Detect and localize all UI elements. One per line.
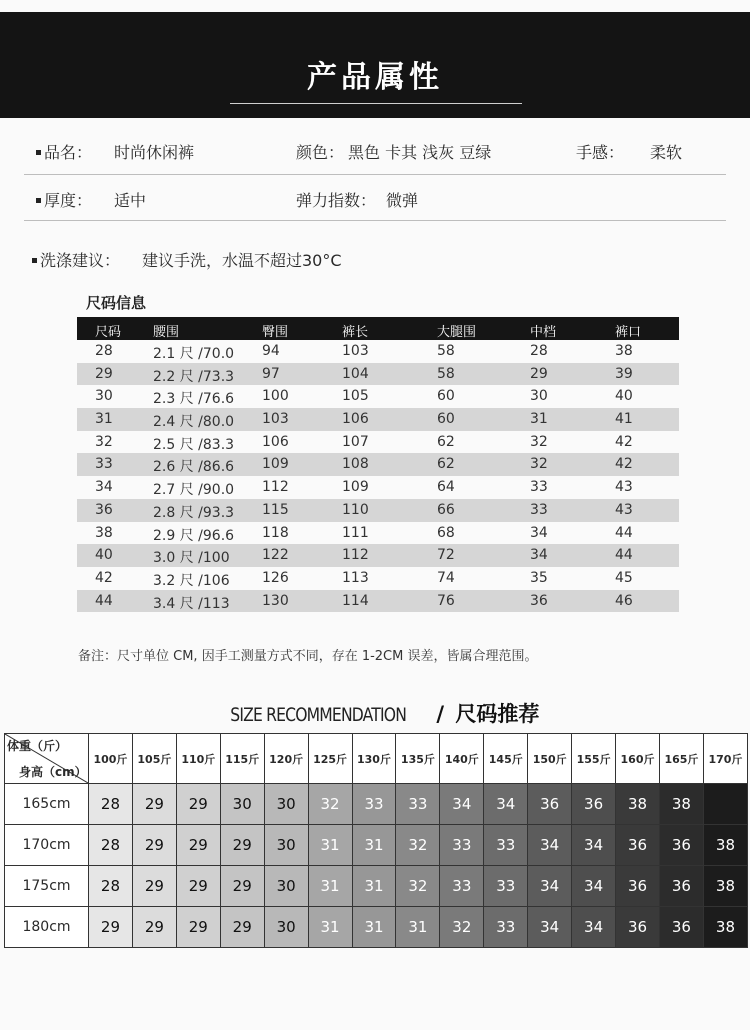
size-cell: 30 [95,388,113,405]
size-cell: 3.2 尺 /106 [153,572,230,589]
recommended-size-cell: 36 [572,784,616,825]
recommended-size-cell: 30 [264,784,308,825]
weight-header-cell: 105斤 [132,734,176,784]
recommended-size-cell: 32 [308,784,352,825]
size-cell: 42 [95,569,113,586]
weight-header-cell: 155斤 [572,734,616,784]
size-cell: 2.2 尺 /73.3 [153,368,235,385]
weight-header-cell: 110斤 [176,734,220,784]
size-cell: 58 [437,343,455,359]
attr-feel-label: 手感： [576,143,625,162]
size-cell: 108 [342,456,369,473]
size-cell: 32 [530,433,548,450]
size-cell: 109 [342,479,369,496]
recommended-size-cell: 30 [264,825,308,866]
recommended-size-cell: 34 [484,784,528,825]
size-header-cell: 裤长 [342,325,369,340]
size-recommendation-table [4,733,748,948]
recommended-size-cell: 33 [396,784,440,825]
size-row [77,522,679,545]
size-cell: 32 [95,433,113,450]
weight-header-cell: 160斤 [616,734,660,784]
recommended-size-cell: 29 [176,784,220,825]
size-row [77,453,679,476]
size-cell: 68 [437,524,455,541]
recommendation-title [0,698,750,728]
size-row [77,363,679,386]
size-cell: 76 [437,592,455,609]
recommended-size-cell: 38 [616,784,660,825]
recommended-size-cell: 32 [440,907,484,948]
recommended-size-cell: 29 [89,907,133,948]
size-cell: 33 [530,479,548,496]
size-cell: 115 [262,501,289,518]
wash-value: 建议手洗，水温不超过30°C [142,251,342,270]
recommendation-row [5,907,748,948]
size-row [77,544,679,567]
recommended-size-cell: 31 [352,866,396,907]
weight-header-cell: 145斤 [484,734,528,784]
size-header-cell: 臀围 [262,325,289,340]
recommended-size-cell: 33 [440,866,484,907]
size-cell: 104 [342,365,369,382]
size-cell: 2.1 尺 /70.0 [153,346,235,362]
recommended-size-cell: 31 [396,907,440,948]
size-cell: 106 [342,411,369,428]
recommended-size-cell: 29 [132,825,176,866]
size-cell: 2.7 尺 /90.0 [153,482,235,499]
height-cell: 180cm [5,907,89,948]
title-underline [230,103,522,104]
recommended-size-cell: 33 [484,825,528,866]
recommended-size-cell: 36 [659,907,703,948]
size-cell: 34 [95,479,113,496]
size-cell: 118 [262,524,289,541]
height-cell: 175cm [5,866,89,907]
size-cell: 44 [615,547,633,564]
size-cell: 38 [95,524,113,541]
size-cell: 106 [262,433,289,450]
recommendation-title-en: SIZE RECOMMENDATION [229,704,406,726]
recommended-size-cell: 29 [220,825,264,866]
recommended-size-cell: 34 [572,866,616,907]
size-cell: 40 [615,388,633,405]
size-cell: 41 [615,411,633,428]
size-cell: 2.3 尺 /76.6 [153,391,235,408]
size-info-table [77,317,679,612]
size-cell: 32 [530,456,548,473]
size-cell: 38 [615,343,633,359]
size-cell: 112 [262,479,289,496]
recommended-size-cell: 33 [352,784,396,825]
weight-header-cell: 130斤 [352,734,396,784]
recommended-size-cell: 34 [528,866,572,907]
size-cell: 66 [437,501,455,518]
recommended-size-cell: 29 [132,784,176,825]
size-cell: 42 [615,433,633,450]
size-cell: 28 [95,343,113,359]
size-cell: 36 [530,592,548,609]
size-row [77,340,679,363]
size-cell: 58 [437,365,455,382]
recommended-size-cell: 29 [220,866,264,907]
size-cell: 43 [615,479,633,496]
recommended-size-cell: 38 [703,825,747,866]
weight-header-cell: 135斤 [396,734,440,784]
size-cell: 60 [437,411,455,428]
recommended-size-cell: 29 [132,907,176,948]
bullet [36,198,41,203]
header-banner [0,12,750,118]
recommendation-title-cn: 尺码推荐 [455,702,540,726]
weight-header-cell: 125斤 [308,734,352,784]
size-cell: 114 [342,592,369,609]
size-cell: 33 [95,456,113,473]
wash-label: 洗涤建议： [40,251,121,270]
corner-height-label: 身高（cm） [19,765,87,779]
attr-thickness-label: 厚度： [44,191,93,210]
attr-name-label: 品名： [44,143,93,162]
size-cell: 122 [262,547,289,564]
weight-header-cell: 115斤 [220,734,264,784]
recommended-size-cell: 29 [176,907,220,948]
recommended-size-cell: 33 [484,866,528,907]
size-cell: 31 [530,411,548,428]
attr-color-label: 颜色： [296,143,345,162]
recommended-size-cell: 34 [572,825,616,866]
recommended-size-cell: 28 [89,866,133,907]
size-cell: 105 [342,388,369,405]
recommended-size-cell: 38 [703,866,747,907]
recommended-size-cell: 33 [484,907,528,948]
recommended-size-cell: 38 [659,784,703,825]
attr-elasticity-value: 微弹 [386,191,419,210]
attr-elasticity-label: 弹力指数： [296,191,377,210]
size-cell: 130 [262,592,289,609]
attribute-row-2 [30,186,720,222]
size-row [77,590,679,613]
size-cell: 3.4 尺 /113 [153,595,230,612]
divider [24,174,726,175]
size-cell: 103 [262,411,289,428]
size-cell: 110 [342,501,369,518]
size-cell: 100 [262,388,289,405]
size-cell: 97 [262,365,280,382]
recommended-size-cell: 34 [528,825,572,866]
attr-color-value: 黑色 卡其 浅灰 豆绿 [348,143,492,162]
size-cell: 34 [530,547,548,564]
attribute-row-1 [30,138,720,174]
weight-header-cell: 100斤 [89,734,133,784]
size-cell: 39 [615,365,633,382]
size-cell: 2.4 尺 /80.0 [153,414,235,431]
weight-header-cell: 150斤 [528,734,572,784]
size-cell: 35 [530,569,548,586]
recommended-size-cell: 31 [308,866,352,907]
recommended-size-cell: 29 [220,907,264,948]
size-cell: 72 [437,547,455,564]
size-cell: 112 [342,547,369,564]
recommended-size-cell: 29 [176,825,220,866]
divider [24,220,726,221]
size-cell: 2.6 尺 /86.6 [153,459,235,476]
size-cell: 113 [342,569,369,586]
weight-header-cell: 140斤 [440,734,484,784]
size-cell: 2.5 尺 /83.3 [153,436,235,453]
size-header-cell: 尺码 [95,325,122,340]
recommended-size-cell [703,784,747,825]
recommended-size-cell: 30 [264,907,308,948]
corner-weight-label: 体重（斤） [7,739,68,753]
size-cell: 109 [262,456,289,473]
size-cell: 40 [95,547,113,564]
size-cell: 34 [530,524,548,541]
recommended-size-cell: 38 [703,907,747,948]
recommended-size-cell: 36 [659,825,703,866]
size-header-cell: 腰围 [153,325,180,340]
recommended-size-cell: 31 [308,907,352,948]
recommended-size-cell: 36 [616,825,660,866]
size-cell: 31 [95,411,113,428]
attr-feel-value: 柔软 [650,143,683,162]
measurement-note: 备注：尺寸单位 CM, 因手工测量方式不同，存在 1-2CM 误差，皆属合理范围。 [78,649,538,664]
recommended-size-cell: 32 [396,825,440,866]
wash-row [30,246,720,282]
size-row [77,385,679,408]
recommended-size-cell: 31 [352,825,396,866]
corner-cell [5,734,89,784]
recommended-size-cell: 36 [616,866,660,907]
recommended-size-cell: 36 [528,784,572,825]
size-cell: 29 [95,365,113,382]
size-row [77,499,679,522]
recommendation-title-sep: / [429,702,452,726]
height-cell: 165cm [5,784,89,825]
size-cell: 30 [530,388,548,405]
attr-name-value: 时尚休闲裤 [114,143,195,162]
recommended-size-cell: 36 [616,907,660,948]
recommended-size-cell: 29 [176,866,220,907]
size-cell: 64 [437,479,455,496]
recommended-size-cell: 31 [308,825,352,866]
size-cell: 107 [342,433,369,450]
size-cell: 94 [262,343,280,359]
size-cell: 28 [530,343,548,359]
size-cell: 126 [262,569,289,586]
size-cell: 103 [342,343,369,359]
recommendation-row [5,866,748,907]
size-row [77,476,679,499]
size-cell: 44 [615,524,633,541]
size-cell: 29 [530,365,548,382]
size-cell: 36 [95,501,113,518]
attr-thickness-value: 适中 [114,191,147,210]
recommended-size-cell: 31 [352,907,396,948]
bullet [32,258,37,263]
recommended-size-cell: 30 [264,866,308,907]
size-info-title: 尺码信息 [86,294,147,312]
recommended-size-cell: 29 [132,866,176,907]
weight-header-cell: 170斤 [703,734,747,784]
weight-header-cell: 165斤 [659,734,703,784]
size-cell: 62 [437,456,455,473]
size-cell: 3.0 尺 /100 [153,550,230,567]
height-cell: 170cm [5,825,89,866]
size-header-cell: 裤口 [615,325,642,340]
recommendation-header-row [5,734,748,784]
weight-header-cell: 120斤 [264,734,308,784]
size-cell: 2.9 尺 /96.6 [153,527,235,544]
page-title: 产品属性 [307,60,443,95]
size-cell: 42 [615,456,633,473]
size-table-header [77,317,679,340]
recommended-size-cell: 32 [396,866,440,907]
size-cell: 33 [530,501,548,518]
recommended-size-cell: 34 [528,907,572,948]
size-header-cell: 中档 [530,325,557,340]
size-cell: 74 [437,569,455,586]
size-cell: 45 [615,569,633,586]
size-cell: 43 [615,501,633,518]
recommended-size-cell: 28 [89,825,133,866]
size-cell: 60 [437,388,455,405]
size-cell: 111 [342,524,369,541]
recommendation-row [5,784,748,825]
size-header-cell: 大腿围 [437,325,477,340]
recommendation-row [5,825,748,866]
size-row [77,431,679,454]
recommended-size-cell: 30 [220,784,264,825]
recommended-size-cell: 34 [440,784,484,825]
size-row [77,567,679,590]
bullet [36,150,41,155]
recommended-size-cell: 36 [659,866,703,907]
recommended-size-cell: 33 [440,825,484,866]
recommended-size-cell: 28 [89,784,133,825]
size-cell: 46 [615,592,633,609]
size-cell: 44 [95,592,113,609]
size-cell: 62 [437,433,455,450]
recommended-size-cell: 34 [572,907,616,948]
size-row [77,408,679,431]
size-cell: 2.8 尺 /93.3 [153,504,235,521]
